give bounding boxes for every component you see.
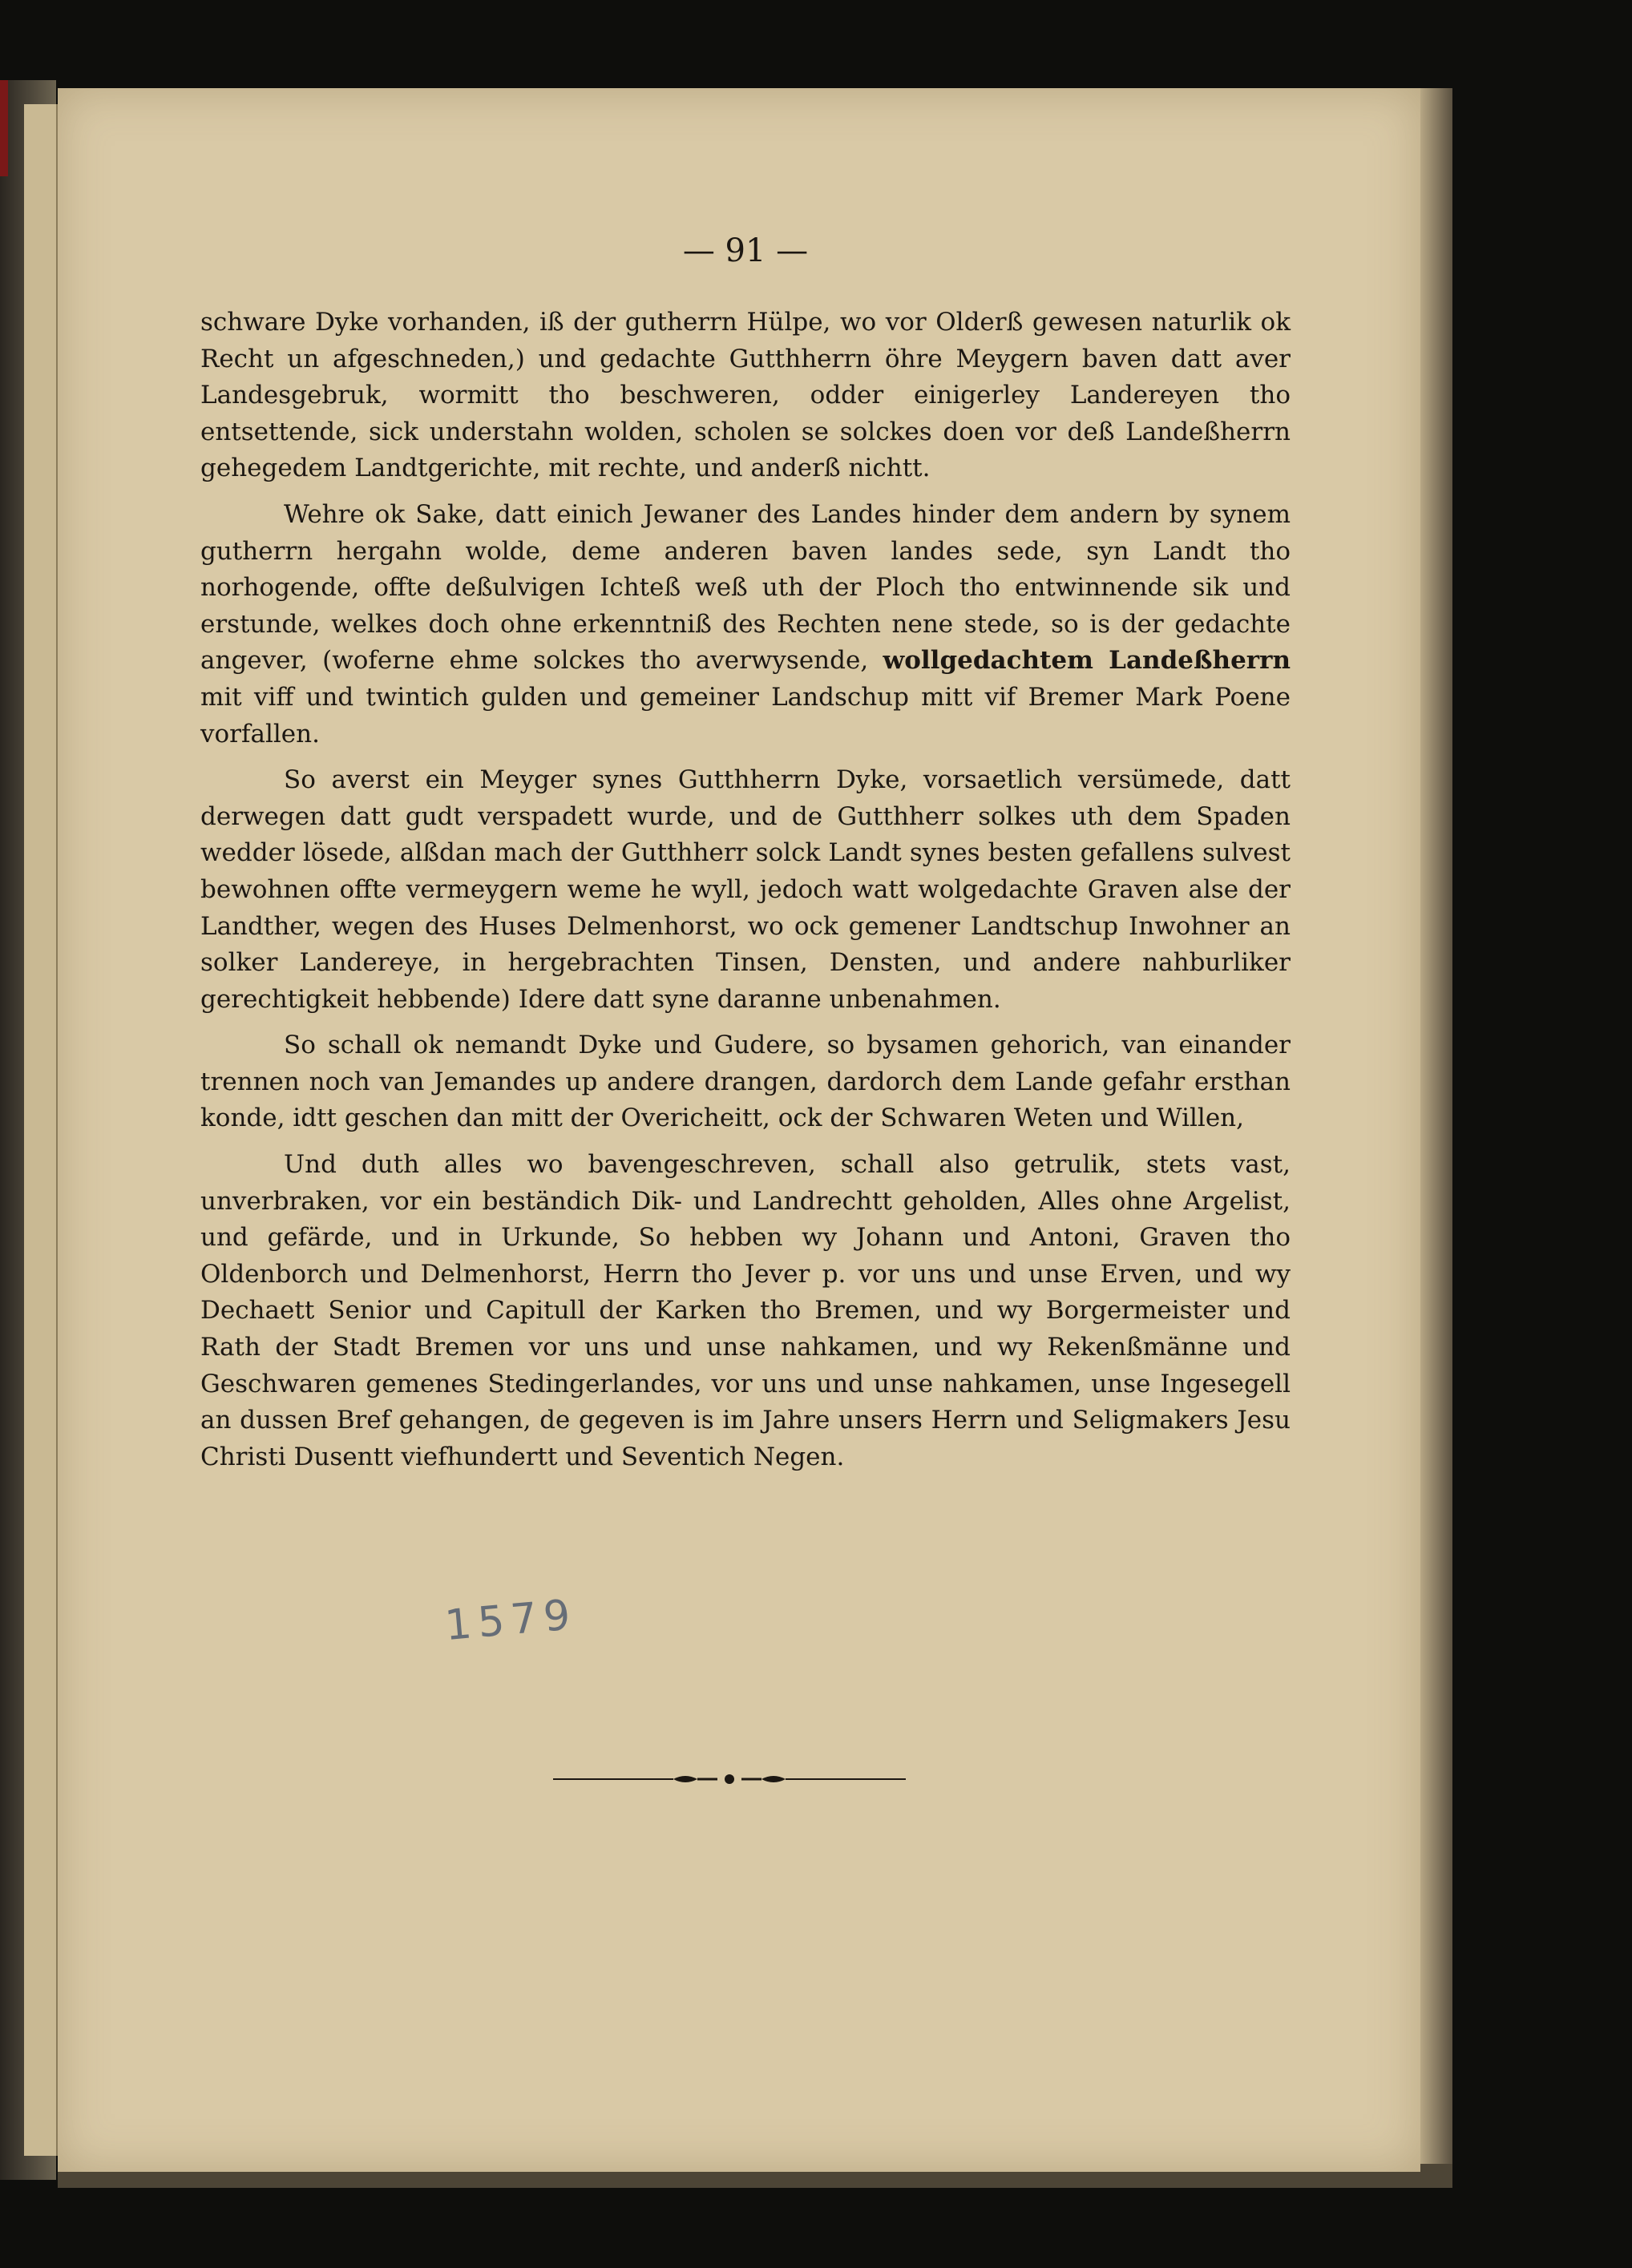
page-number: — 91 — <box>682 232 809 269</box>
paragraph-2-text-a: Wehre ok Sake, datt einich Jewaner des Landes hinder dem andern by synem gutherrn hergahn wolde, deme anderen baven landes sede, syn Landt tho norhogende, offte deßulvigen Ichteß weß uth der Ploch tho entwinnende sik und erstunde, welkes doch ohne erkenntniß des Rechten nene stede, so is der gedachte angever, (woferne ehme solckes tho averwysende, <box>200 499 1291 676</box>
page-body-text <box>200 305 1291 1475</box>
paragraph-2-text-b: mit viff und twintich gulden und gemeiner Landschup mitt vif Bremer Mark Poene vorfallen. <box>200 682 1291 749</box>
page-right-edge <box>1420 88 1452 2172</box>
paragraph-4: So schall ok nemandt Dyke und Gudere, so bysamen gehorich, van einander trennen noch van Jemandes up andere drangen, dardorch dem Lande gefahr ersthan konde, idtt geschen dan mitt der Overicheitt, ock der Schwaren Weten und Willen, <box>200 1031 1291 1133</box>
binding-ribbon <box>0 80 8 176</box>
paragraph-2 <box>200 497 1291 753</box>
paragraph-2-bold-phrase: wollgedachtem Landeßherrn <box>883 646 1291 676</box>
paragraph-3: So averst ein Meyger synes Gutthherrn Dyke, vorsaetlich versümede, datt derwegen datt gudt verspadett wurde, und de Gutthherr solkes uth dem Spaden wedder lösede, alßdan mach der Gutthherr solck Landt synes besten gefallens sulvest bewohnen offte vermeygern weme he wyll, jedoch watt wolgedachte Graven alse der Landther, wegen des Huses Delmenhorst, wo ock gemener Landtschup Inwohner an solker Landereye, in hergebrachten Tinsen, Densten, und andere nahburliker gerechtigkeit hebbende) Idere datt syne daranne unbenahmen. <box>200 765 1291 1014</box>
paragraph-1: schware Dyke vorhanden, iß der gutherrn Hülpe, wo vor Olderß gewesen naturlik ok Recht un afgeschneden,) und gedachte Gutthherrn öhre Meygern baven datt aver Landesgebruk, wormitt tho beschweren, odder einigerley Landereyen tho entsettende, sick understahn wolden, scholen se solckes doen vor deß Landeßherrn gehegedem Landtgerichte, mit rechte, und anderß nichtt. <box>200 308 1291 483</box>
left-page-edge <box>24 104 58 2156</box>
handwritten-year-note: 1579 <box>442 1590 579 1651</box>
end-ornament-divider <box>553 1771 906 1787</box>
paragraph-5: Und duth alles wo bavengeschreven, schall also getrulik, stets vast, unverbraken, vor ein beständich Dik- und Landrechtt geholden, Alles ohne Argelist, und gefärde, und in Urkunde, So hebben wy Johann und Antoni, Graven tho Oldenborch und Delmenhorst, Herrn tho Jever p. vor uns und unse Erven, und wy Dechaett Senior und Capitull der Karken tho Bremen, und wy Borgermeister und Rath der Stadt Bremen vor uns und unse nahkamen, und wy Rekenßmänne und Geschwaren gemenes Stedingerlandes, vor uns und unse nahkamen, unse Ingesegell an dussen Bref gehangen, de gegeven is im Jahre unsers Herrn und Seligmakers Jesu Christi Dusentt viefhundertt und Seventich Negen. <box>200 1150 1291 1471</box>
